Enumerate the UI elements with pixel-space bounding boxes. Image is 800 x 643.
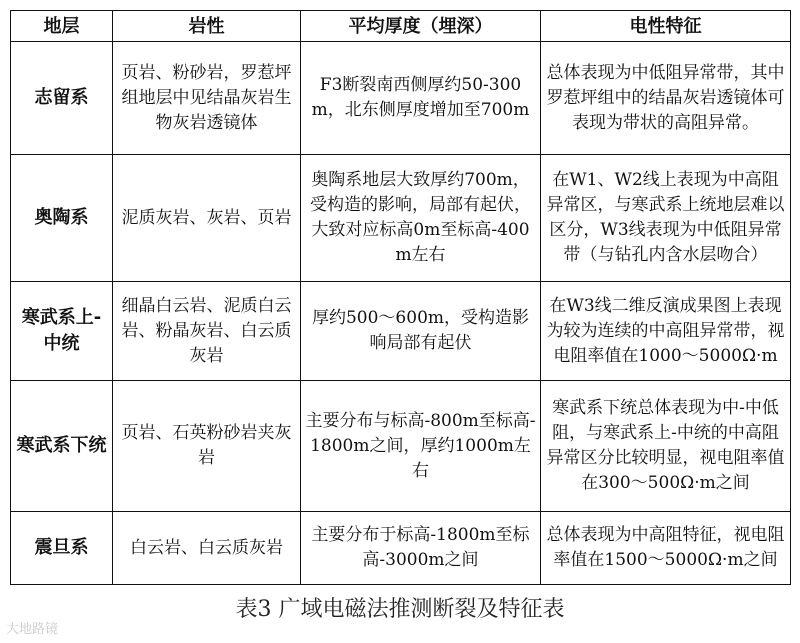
electrical-cell: 在W3线二维反演成果图上表现为较为连续的中高阻异常带，视电阻率值在1000～5000Ω·m [541,282,791,381]
table-row [11,42,791,155]
electrical-cell: 总体表现为中低阻异常带，其中罗惹坪组中的结晶灰岩透镜体可表现为带状的高阻异常。 [541,42,791,155]
header-stratum: 地层 [11,11,113,42]
fault-feature-table-container [10,10,790,585]
stratum-cell: 志留系 [11,42,113,155]
table-header-row [11,11,791,42]
header-electrical: 电性特征 [541,11,791,42]
lithology-cell: 细晶白云岩、泥质白云岩、粉晶灰岩、白云质灰岩 [113,282,301,381]
header-lithology: 岩性 [113,11,301,42]
electrical-cell: 寒武系下统总体表现为中-中低阻，与寒武系上-中统的中高阻异常区分比较明显，视电阻率值在300～500Ω·m之间 [541,381,791,512]
electrical-cell: 总体表现为中高阻特征，视电阻率值在1500～5000Ω·m之间 [541,512,791,585]
table-row [11,381,791,512]
thickness-cell: F3断裂南西侧厚约50-300m，北东侧厚度增加至700m [301,42,541,155]
lithology-cell: 白云岩、白云质灰岩 [113,512,301,585]
stratum-cell: 寒武系上-中统 [11,282,113,381]
table-caption: 表3 广域电磁法推测断裂及特征表 [235,597,565,622]
stratum-cell: 奥陶系 [11,155,113,282]
watermark: 大地路镜 [6,622,59,637]
table-row [11,282,791,381]
lithology-cell: 页岩、粉砂岩，罗惹坪组地层中见结晶灰岩生物灰岩透镜体 [113,42,301,155]
header-thickness: 平均厚度（埋深） [301,11,541,42]
thickness-cell: 奥陶系地层大致厚约700m，受构造的影响，局部有起伏，大致对应标高0m至标高-400m左右 [301,155,541,282]
electrical-cell: 在W1、W2线上表现为中高阻异常区，与寒武系上统地层难以区分，W3线表现为中低阻异常带（与钻孔内含水层吻合） [541,155,791,282]
table-row [11,512,791,585]
stratum-cell: 寒武系下统 [11,381,113,512]
thickness-cell: 厚约500～600m，受构造影响局部有起伏 [301,282,541,381]
fault-feature-table [10,10,791,585]
thickness-cell: 主要分布于标高-1800m至标高-3000m之间 [301,512,541,585]
lithology-cell: 页岩、石英粉砂岩夹灰岩 [113,381,301,512]
table-row [11,155,791,282]
thickness-cell: 主要分布与标高-800m至标高-1800m之间，厚约1000m左右 [301,381,541,512]
stratum-cell: 震旦系 [11,512,113,585]
lithology-cell: 泥质灰岩、灰岩、页岩 [113,155,301,282]
